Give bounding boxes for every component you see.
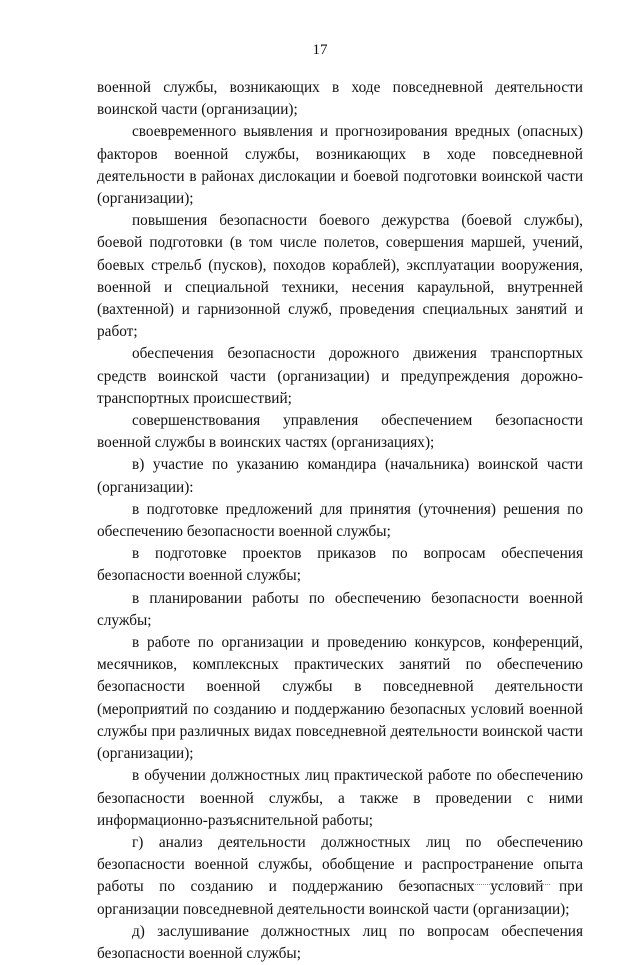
paragraph-4: обеспечения безопасности дорожного движения транспортных средств воинской части (организации) и предупреждения дорожно-транспортных происшествий;	[97, 345, 583, 407]
paragraph-13: д) заслушивание должностных лиц по вопросам обеспечения безопасности военной службы;	[97, 922, 583, 962]
paragraph-9: в планировании работы по обеспечению безопасности военной службы;	[97, 589, 583, 629]
paragraph-2: своевременного выявления и прогнозирования вредных (опасных) факторов военной службы, возникающих в ходе повседневной деятельности в районах дислокации и боевой подготовки воинской части (организации);	[97, 123, 583, 208]
paragraph-12: г) анализ деятельности должностных лиц по обеспечению безопасности военной службы, обобщение и распространение опыта работы по созданию и поддержанию безопасных условий при организации повседневной деятельности воинской части (организации);	[97, 833, 583, 918]
bottom-rule	[400, 884, 550, 885]
paragraph-3: повышения безопасности боевого дежурства (боевой службы), боевой подготовки (в том числе полетов, совершения маршей, учений, боевых стрельб (пусков), походов кораблей), эксплуатации вооружения, военной и специальной техники, несения караульной, внутренней (вахтенной) и гарнизонной служб, проведения специальных занятий и работ;	[97, 212, 583, 341]
paragraph-11: в обучении должностных лиц практической работе по обеспечению безопасности военной службы, а также в проведении с ними информационно-разъяснительной работы;	[97, 767, 583, 829]
body-text	[97, 77, 583, 965]
paragraph-10: в работе по организации и проведению конкурсов, конференций, месячников, комплексных практических занятий по обеспечению безопасности военной службы в повседневной деятельности (мероприятий по созданию и поддержанию безопасных условий военной службы при различных видах повседневной деятельности воинской части (организации);	[97, 634, 583, 763]
paragraph-6: в) участие по указанию командира (начальника) воинской части (организации):	[97, 456, 583, 496]
paragraph-8: в подготовке проектов приказов по вопросам обеспечения безопасности военной службы;	[97, 545, 583, 585]
paragraph-1: военной службы, возникающих в ходе повседневной деятельности воинской части (организации);	[97, 79, 583, 119]
page-number: 17	[312, 42, 328, 58]
paragraph-7: в подготовке предложений для принятия (уточнения) решения по обеспечению безопасности военной службы;	[97, 500, 583, 541]
paragraph-5: совершенствования управления обеспечением безопасности военной службы в воинских частях (организациях);	[97, 412, 583, 452]
